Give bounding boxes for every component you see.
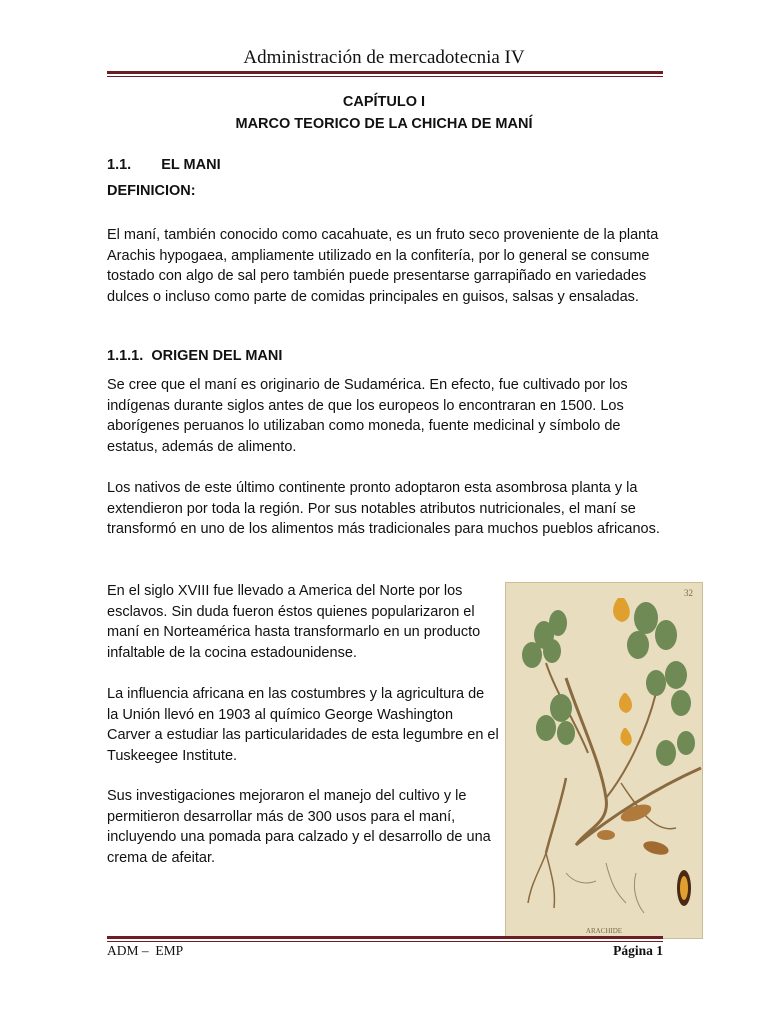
origin-paragraph-3: En el siglo XVIII fue llevado a America del Norte por los esclavos. Sin duda fueron éstos quienes popularizaron el maní en Norteamérica hasta transformarlo en un producto infaltable de la cocina estadounidense. (107, 583, 481, 661)
footer-rule-top (107, 936, 663, 939)
origin-paragraph-5: Sus investigaciones mejoraron el manejo del cultivo y le permitieron desarrollar más de 300 usos para el maní, incluyendo una pomada para calzado y el desarrollo de una crema de afeitar. (107, 788, 491, 866)
origin-paragraph-4: La influencia africana en las costumbres y la agricultura de la Unión llevó en 1903 al químico George Washington Carver a estudiar las particularidades de esta legumbre en el Tuskeegee Institute. (107, 686, 499, 764)
peanut-plant-illustration (505, 582, 703, 939)
illustration-caption: ARACHIDE (585, 927, 623, 935)
chapter-number: CAPÍTULO I (342, 94, 426, 110)
origin-paragraph-2: Los nativos de este último continente pronto adoptaron esta asombrosa planta y la extendieron por toda la región. Por sus notables atributos nutricionales, el maní se transformó en uno de los alimentos más tradicionales para muchos pueblos africanos. (107, 480, 660, 538)
definition-heading: DEFINICION: (107, 183, 196, 199)
section-1-1-1-heading: 1.1.1. ORIGEN DEL MANI (107, 348, 283, 364)
section-1-1-title: EL MANI (161, 157, 221, 173)
section-1-1-heading (107, 157, 221, 173)
header-rule-bottom (107, 76, 663, 77)
footer-left: ADM – EMP (107, 943, 184, 958)
chapter-title: MARCO TEORICO DE LA CHICHA DE MANÍ (235, 116, 533, 132)
origin-paragraph-1: Se cree que el maní es originario de Sudamérica. En efecto, fue cultivado por los indígenas durante siglos antes de que los europeos lo encontraran en 1500. Los aborígenes peruanos lo utilizaban como moneda, fuente medicinal y símbolo de estatus, además de alimento. (107, 377, 628, 455)
plate-number: 32 (684, 588, 693, 598)
section-1-1-number: 1.1. (107, 157, 132, 173)
header-title: Administración de mercadotecnia IV (243, 47, 525, 68)
definition-paragraph: El maní, también conocido como cacahuate, es un fruto seco proveniente de la planta Arachis hypogaea, ampliamente utilizado en la confitería, por lo general se consume tostado con algo de sal pero también puede presentarse garrapiñado en variedades dulces o incluso como parte de comidas principales en guisos, salsas y ensaladas. (107, 227, 659, 305)
header-rule-top (107, 71, 663, 74)
peanut-plant-drawing (506, 583, 702, 938)
footer-rule-bottom (107, 941, 663, 942)
footer-page-number: Página 1 (613, 943, 663, 958)
